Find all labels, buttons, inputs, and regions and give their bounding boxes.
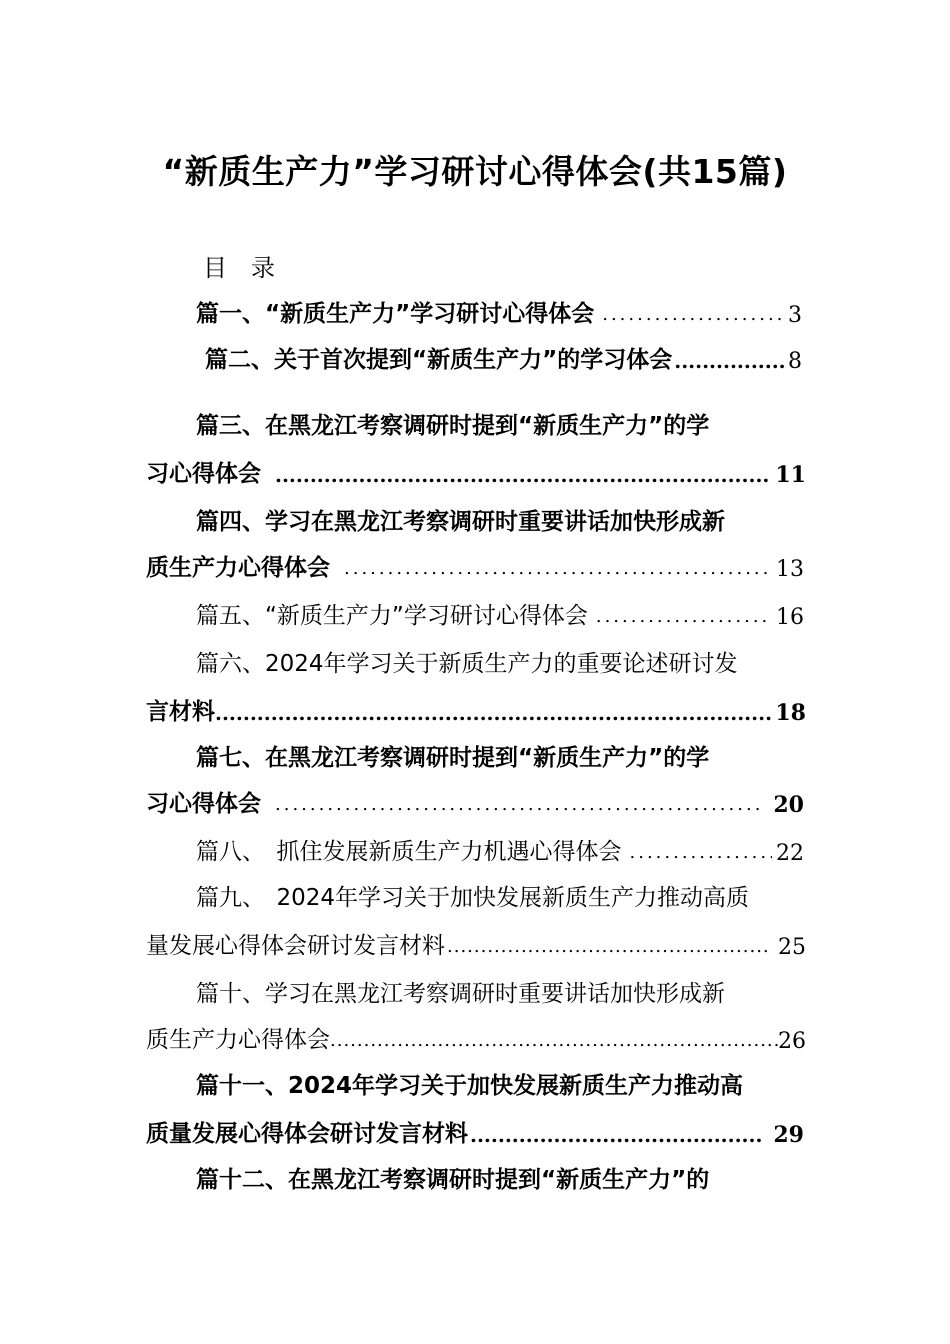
toc-entry-text: 质量发展心得体会研讨发言材料 bbox=[146, 1121, 468, 1147]
toc-entry-12-line-1 bbox=[196, 1160, 804, 1194]
toc-entry-text: 言材料 bbox=[146, 699, 215, 725]
toc-entry-text: 质生产力心得体会 bbox=[146, 555, 330, 581]
toc-entry-text: 篇五、“新质生产力”学习研讨心得体会 bbox=[196, 603, 588, 629]
toc-entry-4-line-2 bbox=[146, 548, 804, 582]
leader-dots bbox=[275, 466, 771, 484]
toc-page-number: 29 bbox=[773, 1122, 804, 1148]
toc-entry-text: 篇六、2024年学习关于新质生产力的重要论述研讨发 bbox=[196, 651, 738, 677]
leader-dots bbox=[674, 352, 784, 370]
toc-page-number: 20 bbox=[773, 792, 804, 818]
toc-entry-6-line-2 bbox=[146, 692, 806, 726]
toc-entry-text: 质生产力心得体会 bbox=[146, 1027, 330, 1053]
toc-entry-1 bbox=[196, 294, 802, 328]
leader-dots bbox=[275, 796, 759, 814]
toc-page-number: 16 bbox=[776, 605, 804, 630]
toc-page-number: 18 bbox=[775, 700, 806, 726]
leader-dots bbox=[602, 306, 784, 324]
toc-page-number: 13 bbox=[776, 557, 804, 582]
toc-entry-text: 篇七、在黑龙江考察调研时提到“新质生产力”的学 bbox=[196, 745, 710, 771]
leader-dots bbox=[596, 608, 772, 626]
toc-entry-7-line-2 bbox=[146, 784, 804, 818]
toc-entry-8 bbox=[196, 832, 804, 866]
toc-page-number: 25 bbox=[778, 935, 806, 960]
toc-entry-4-line-1 bbox=[196, 502, 802, 536]
document-title: “新质生产力”学习研讨心得体会(共15篇) bbox=[162, 152, 788, 191]
toc-entry-3-line-2 bbox=[146, 454, 806, 488]
toc-entry-text: 篇二、关于首次提到“新质生产力”的学习体会 bbox=[205, 347, 673, 373]
leader-dots bbox=[215, 704, 771, 722]
toc-page-number: 26 bbox=[778, 1029, 806, 1054]
toc-entry-text: 习心得体会 bbox=[146, 461, 261, 487]
toc-entry-text: 篇九、 2024年学习关于加快发展新质生产力推动高质 bbox=[196, 885, 750, 911]
toc-entry-6-line-1 bbox=[196, 644, 804, 678]
toc-entry-text: 篇十、学习在黑龙江考察调研时重要讲话加快形成新 bbox=[196, 981, 725, 1007]
toc-entry-text: 篇十一、2024年学习关于加快发展新质生产力推动高 bbox=[196, 1073, 744, 1099]
toc-page-number: 11 bbox=[775, 462, 806, 488]
leader-dots bbox=[447, 938, 768, 956]
toc-entry-text: 篇一、“新质生产力”学习研讨心得体会 bbox=[196, 301, 595, 327]
toc-entry-text: 习心得体会 bbox=[146, 791, 261, 817]
toc-entry-9-line-2 bbox=[146, 926, 806, 960]
toc-entry-7-line-1 bbox=[196, 738, 802, 772]
toc-entry-10-line-1 bbox=[196, 974, 804, 1008]
toc-heading: 目 录 bbox=[203, 254, 275, 282]
toc-entry-3-line-1 bbox=[196, 406, 802, 440]
toc-entry-10-line-2 bbox=[146, 1020, 806, 1054]
toc-entry-5 bbox=[196, 596, 804, 630]
leader-dots bbox=[630, 844, 773, 862]
toc-entry-2 bbox=[205, 340, 802, 374]
toc-page-number: 8 bbox=[788, 349, 802, 374]
toc-entry-text: 篇八、 抓住发展新质生产力机遇心得体会 bbox=[196, 839, 622, 865]
toc-entry-text: 篇四、学习在黑龙江考察调研时重要讲话加快形成新 bbox=[196, 509, 725, 535]
toc-entry-11-line-1 bbox=[196, 1066, 804, 1100]
toc-entry-9-line-1 bbox=[196, 878, 804, 912]
toc-entry-11-line-2 bbox=[146, 1114, 804, 1148]
leader-dots bbox=[344, 560, 772, 578]
toc-entry-text: 篇三、在黑龙江考察调研时提到“新质生产力”的学 bbox=[196, 413, 710, 439]
toc-page-number: 22 bbox=[776, 841, 804, 866]
leader-dots bbox=[470, 1126, 761, 1144]
toc-page-number: 3 bbox=[788, 303, 802, 328]
leader-dots bbox=[330, 1032, 778, 1050]
toc-entry-text: 篇十二、在黑龙江考察调研时提到“新质生产力”的 bbox=[196, 1167, 710, 1193]
toc-entry-text: 量发展心得体会研讨发言材料 bbox=[146, 933, 445, 959]
